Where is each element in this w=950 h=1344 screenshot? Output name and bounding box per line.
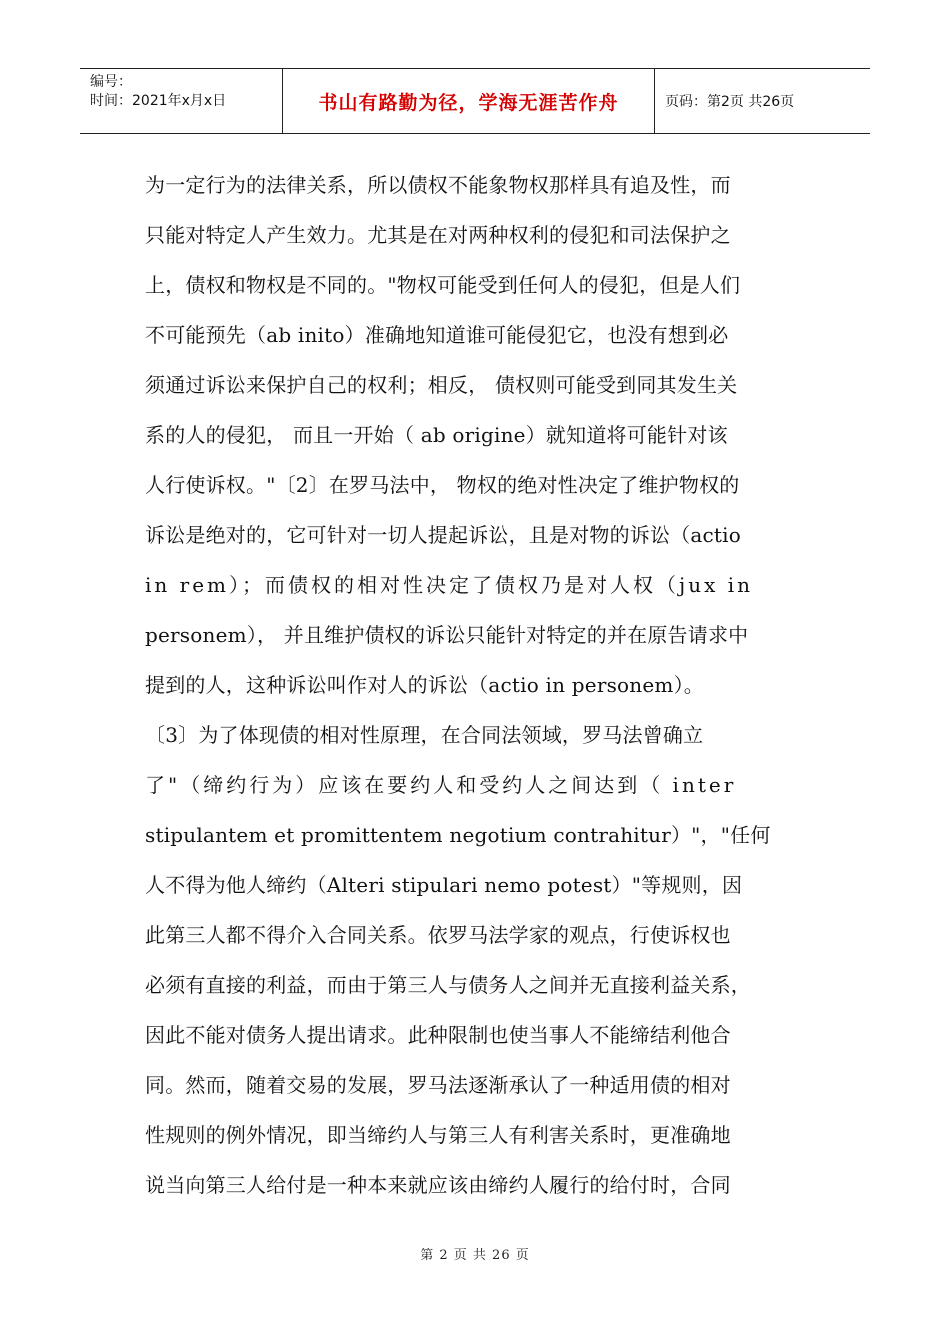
document-body xyxy=(145,160,817,1210)
document-number-label: 编号： xyxy=(90,74,132,90)
header-info-cell xyxy=(80,69,283,133)
body-line: 因此不能对债务人提出请求。此种限制也使当事人不能缔结利他合 xyxy=(145,1023,731,1047)
body-line: 只能对特定人产生效力。尤其是在对两种权利的侵犯和司法保护之 xyxy=(145,223,731,247)
body-line: 须通过诉讼来保护自己的权利；相反， 债权则可能受到同其发生关 xyxy=(145,373,738,397)
body-line: 人不得为他人缔约（Alteri stipulari nemo potest）"等规则，因 xyxy=(145,873,743,897)
body-line: personem）， 并且维护债权的诉讼只能针对特定的并在原告请求中 xyxy=(145,623,749,647)
body-line: 上，债权和物权是不同的。"物权可能受到任何人的侵犯，但是人们 xyxy=(145,273,741,297)
header-page-indicator: 页码：第2页 共26页 xyxy=(665,94,795,110)
body-line: 人行使诉权。"〔2〕在罗马法中， 物权的绝对性决定了维护物权的 xyxy=(145,473,740,497)
body-line: 性规则的例外情况，即当缔约人与第三人有利害关系时，更准确地 xyxy=(145,1123,731,1147)
body-line: 提到的人，这种诉讼叫作对人的诉讼（actio in personem）。 xyxy=(145,673,704,697)
body-line: stipulantem et promittentem negotium contrahitur）"，"任何 xyxy=(145,823,771,847)
body-line: 〔3〕为了体现债的相对性原理，在合同法领域，罗马法曾确立 xyxy=(145,723,704,747)
body-line: 同。然而，随着交易的发展，罗马法逐渐承认了一种适用债的相对 xyxy=(145,1073,731,1097)
page-footer: 第 2 页 共 26 页 xyxy=(420,1248,530,1263)
body-line: 必须有直接的利益，而由于第三人与债务人之间并无直接利益关系， xyxy=(145,973,751,997)
document-date-label: 时间：2021年x月x日 xyxy=(90,93,227,109)
body-line: 诉讼是绝对的，它可针对一切人提起诉讼，且是对物的诉讼（actio xyxy=(145,523,741,547)
header-motto: 书山有路勤为径，学海无涯苦作舟 xyxy=(283,69,655,133)
body-line: 为一定行为的法律关系，所以债权不能象物权那样具有追及性，而 xyxy=(145,173,731,197)
page-header xyxy=(80,68,870,134)
body-line: 说当向第三人给付是一种本来就应该由缔约人履行的给付时，合同 xyxy=(145,1173,731,1197)
body-line: 系的人的侵犯， 而且一开始（ ab origine）就知道将可能针对该 xyxy=(145,423,728,447)
body-line: 了"（缔约行为）应该在要约人和受约人之间达到（ inter xyxy=(145,773,737,797)
body-line: 此第三人都不得介入合同关系。依罗马法学家的观点，行使诉权也 xyxy=(145,923,731,947)
body-line: in rem）；而债权的相对性决定了债权乃是对人权（jux in xyxy=(145,573,753,597)
body-line: 不可能预先（ab inito）准确地知道谁可能侵犯它，也没有想到必 xyxy=(145,323,729,347)
